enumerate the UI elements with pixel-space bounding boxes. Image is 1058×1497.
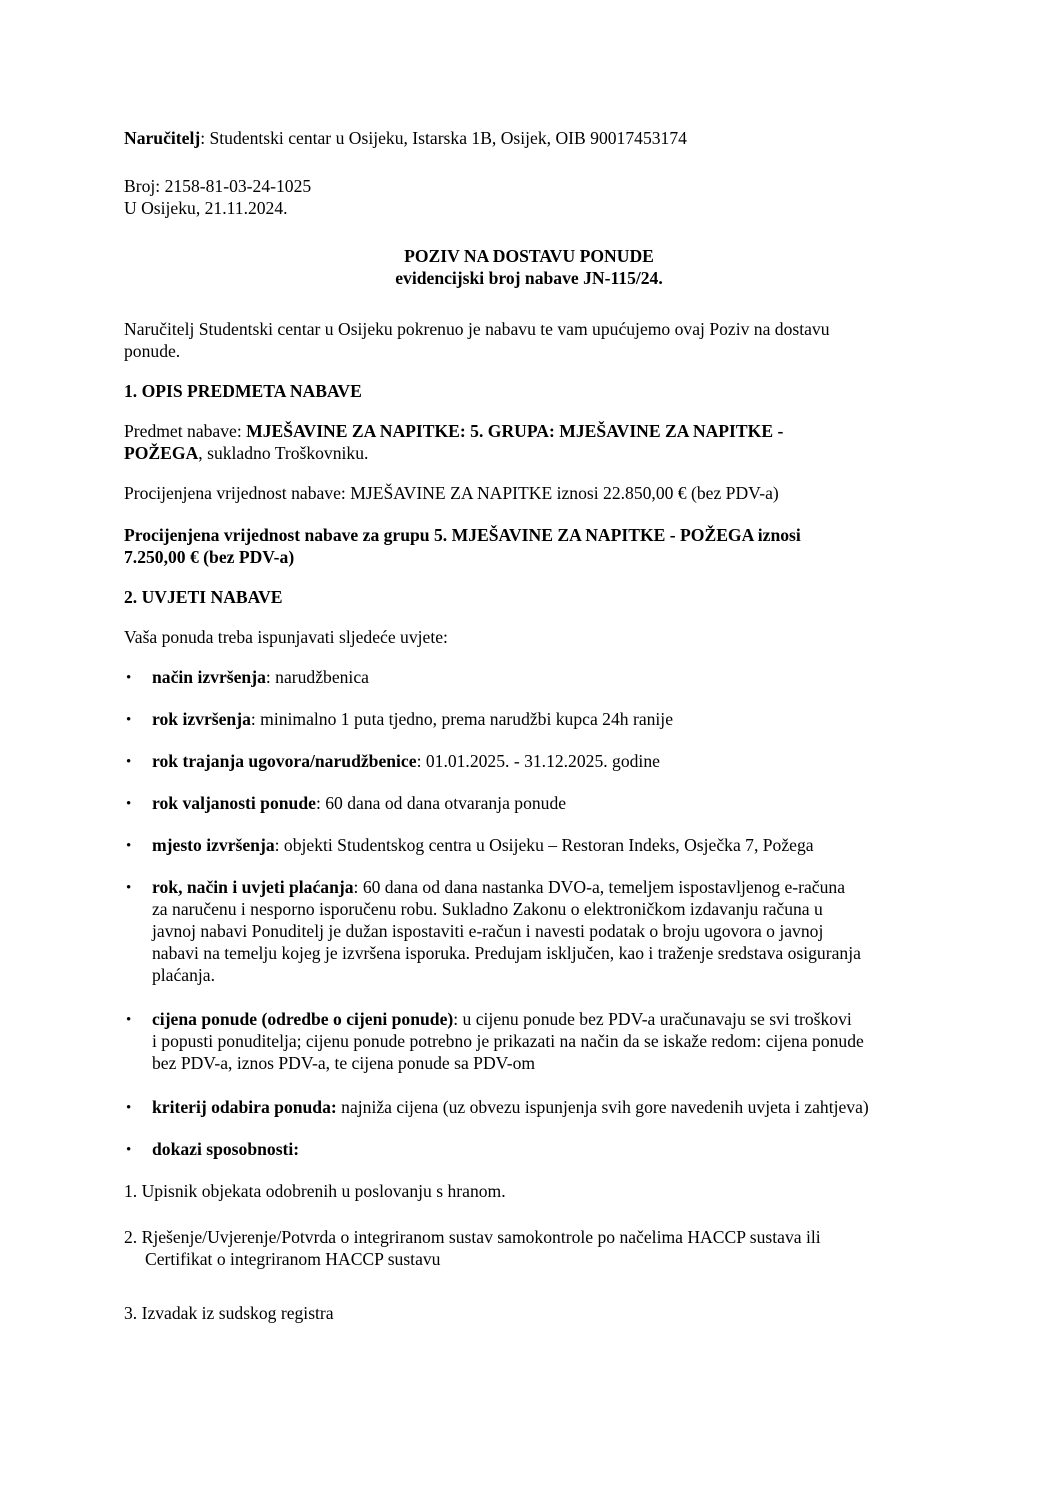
- condition-payment-terms: [152, 876, 936, 986]
- payment-line-2: za naručenu i nesporno isporučenu robu. Sukladno Zakonu o elektroničkom izdavanju računa u: [152, 899, 823, 919]
- condition-offer-validity: [152, 792, 936, 814]
- condition-text: : u cijenu ponude bez PDV-a uračunavaju se svi troškovi: [453, 1009, 852, 1029]
- bullet-icon: •: [126, 712, 132, 728]
- proof-item-2-line-2: Certifikat o integriranom HACCP sustavu: [145, 1249, 441, 1269]
- place-and-date: U Osijeku, 21.11.2024.: [124, 198, 288, 218]
- subject-tail: , sukladno Troškovniku.: [198, 443, 369, 463]
- condition-text: : 60 dana od dana nastanka DVO-a, temeljem ispostavljenog e-računa: [353, 877, 846, 897]
- proof-item-2-line-1: 2. Rješenje/Uvjerenje/Potvrda o integriranom sustav samokontrole po načelima HACCP sustava ili: [124, 1227, 821, 1247]
- condition-label: rok izvršenja: [152, 709, 251, 729]
- price-line-3: bez PDV-a, iznos PDV-a, te cijena ponude sa PDV-om: [152, 1053, 536, 1073]
- conditions-intro: Vaša ponuda treba ispunjavati sljedeće uvjete:: [124, 627, 448, 647]
- condition-contract-duration: [152, 750, 936, 772]
- condition-execution-place: [152, 834, 936, 856]
- reference-number: Broj: 2158-81-03-24-1025: [124, 176, 312, 196]
- price-line-1: [152, 1008, 936, 1030]
- contracting-authority-line: [124, 127, 938, 149]
- condition-text: : 60 dana od dana otvaranja ponude: [315, 793, 567, 813]
- subject-line-1: [124, 420, 938, 442]
- bullet-icon: •: [126, 838, 132, 854]
- section-1-heading: 1. OPIS PREDMETA NABAVE: [124, 381, 362, 401]
- payment-line-1: [152, 876, 936, 898]
- narucitelj-label: Naručitelj: [124, 128, 201, 148]
- condition-text: : objekti Studentskog centra u Osijeku – Restoran Indeks, Osječka 7, Požega: [274, 835, 814, 855]
- condition-label: dokazi sposobnosti:: [152, 1139, 300, 1159]
- condition-text: : narudžbenica: [265, 667, 369, 687]
- condition-label: kriterij odabira ponuda:: [152, 1097, 337, 1117]
- condition-label: rok valjanosti ponude: [152, 793, 316, 813]
- condition-text: najniža cijena (uz obvezu ispunjenja svih gore navedenih uvjeta i zahtjeva): [336, 1097, 869, 1117]
- payment-line-4: nabavi na temelju kojeg je izvršena isporuka. Predujam isključen, kao i traženje sredstava osiguranja: [152, 943, 861, 963]
- narucitelj-text: : Studentski centar u Osijeku, Istarska 1B, Osijek, OIB 90017453174: [200, 128, 687, 148]
- condition-text: : 01.01.2025. - 31.12.2025. godine: [416, 751, 660, 771]
- condition-label: rok trajanja ugovora/narudžbenice: [152, 751, 417, 771]
- price-line-2: i popusti ponuditelja; cijenu ponude potrebno je prikazati na način da se iskaže redom: cijena ponude: [152, 1031, 864, 1051]
- estimated-group-line-1: Procijenjena vrijednost nabave za grupu 5. MJEŠAVINE ZA NAPITKE - POŽEGA iznosi: [124, 525, 801, 545]
- bullet-icon: •: [126, 1100, 132, 1116]
- payment-line-3: javnoj nabavi Ponuditelj je dužan ispostaviti e-račun i navesti podatak o broju ugovora o javnoj: [152, 921, 824, 941]
- subject-line-2: [124, 442, 938, 464]
- bullet-icon: •: [126, 880, 132, 896]
- condition-execution-deadline: [152, 708, 936, 730]
- condition-label: način izvršenja: [152, 667, 266, 687]
- estimated-value-group: [124, 524, 938, 568]
- bullet-icon: •: [126, 796, 132, 812]
- intro-paragraph: [124, 318, 938, 362]
- intro-line-1: Naručitelj Studentski centar u Osijeku pokrenuo je nabavu te vam upućujemo ovaj Poziv na dostavu: [124, 319, 830, 339]
- estimated-value: Procijenjena vrijednost nabave: MJEŠAVINE ZA NAPITKE iznosi 22.850,00 € (bez PDV-a): [124, 483, 779, 503]
- condition-label: rok, način i uvjeti plaćanja: [152, 877, 354, 897]
- subject-bold-1: MJEŠAVINE ZA NAPITKE: 5. GRUPA: MJEŠAVINE ZA NAPITKE -: [246, 421, 784, 441]
- subject-bold-2: POŽEGA: [124, 443, 199, 463]
- document-title: POZIV NA DOSTAVU PONUDE: [404, 246, 654, 266]
- subject-label: Predmet nabave:: [124, 421, 247, 441]
- bullet-icon: •: [126, 1012, 132, 1028]
- payment-line-5: plaćanja.: [152, 965, 216, 985]
- condition-label: cijena ponude (odredbe o cijeni ponude): [152, 1009, 454, 1029]
- document-subtitle: evidencijski broj nabave JN-115/24.: [395, 268, 663, 288]
- section-2-heading: 2. UVJETI NABAVE: [124, 587, 283, 607]
- bullet-icon: •: [126, 670, 132, 686]
- condition-text: : minimalno 1 puta tjedno, prema narudžbi kupca 24h ranije: [250, 709, 674, 729]
- condition-label: mjesto izvršenja: [152, 835, 275, 855]
- bullet-icon: •: [126, 754, 132, 770]
- condition-execution-method: [152, 666, 936, 688]
- bullet-icon: •: [126, 1142, 132, 1158]
- intro-line-2: ponude.: [124, 341, 181, 361]
- subject-paragraph: [124, 420, 938, 464]
- proof-item-3: 3. Izvadak iz sudskog registra: [124, 1303, 334, 1323]
- proof-item-1: 1. Upisnik objekata odobrenih u poslovanju s hranom.: [124, 1181, 506, 1201]
- estimated-group-line-2: 7.250,00 € (bez PDV-a): [124, 547, 295, 567]
- condition-offer-price: [152, 1008, 936, 1074]
- condition-capability-proofs: [152, 1138, 936, 1160]
- proof-item-2: [124, 1226, 938, 1270]
- condition-selection-criterion: [152, 1096, 936, 1118]
